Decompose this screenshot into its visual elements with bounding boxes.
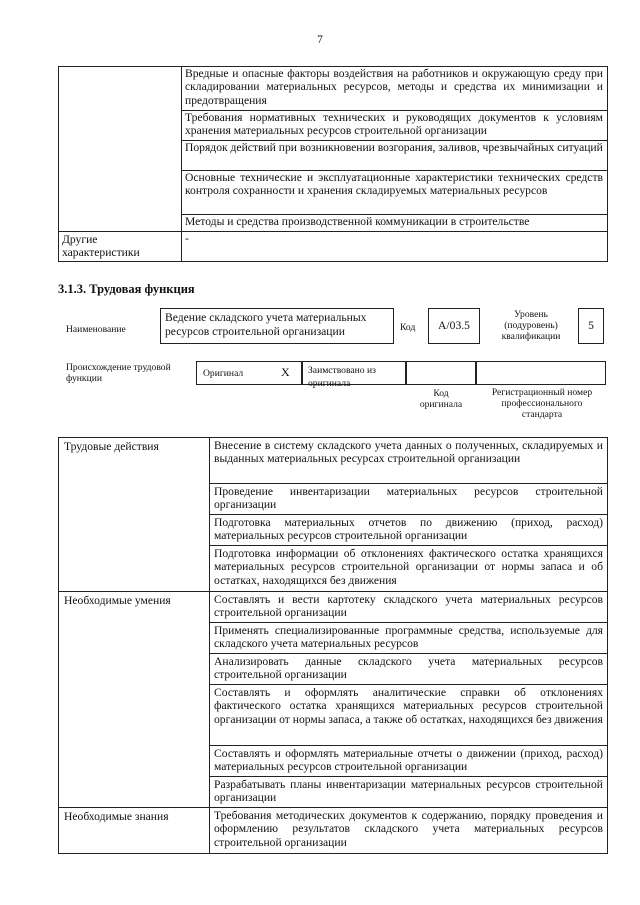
code-value-box: А/03.5 — [428, 308, 480, 344]
table-cell: Требования методических документов к содержанию, порядку проведения и оформлению результатов складского учета материальных ресурсов строительной организации — [210, 808, 608, 854]
function-name-box: Ведение складского учета материальных ресурсов строительной организации — [160, 308, 394, 344]
level-label: Уровень (подуровень) квалификации — [501, 309, 561, 342]
borrowed-box — [302, 361, 406, 390]
row-label-other-characteristics: Другие характеристики — [59, 232, 182, 262]
table-cell: Подготовка материальных отчетов по движению (приход, расход) материальных ресурсов строительной организации — [210, 515, 608, 546]
section-title: 3.1.3. Трудовая функция — [58, 282, 195, 296]
original-label: Оригинал — [203, 368, 244, 379]
reg-number-label: Регистрационный номер профессионального стандарта — [491, 387, 593, 420]
row-label-required-skills: Необходимые умения — [59, 592, 210, 808]
table-cell: Применять специализированные программные средства, используемые для складского учета материальных ресурсов — [210, 623, 608, 654]
original-mark: X — [281, 365, 290, 379]
knowledge-table-continuation — [58, 66, 608, 262]
table-row — [59, 67, 608, 111]
reg-number-box — [476, 361, 606, 385]
table-row — [59, 592, 608, 623]
table-cell: Анализировать данные складского учета материальных ресурсов строительной организации — [210, 654, 608, 685]
table-cell: Внесение в систему складского учета данных о полученных, складируемых и выданных материальных ресурсах строительной организации — [210, 438, 608, 484]
table-row — [59, 232, 608, 262]
name-label: Наименование — [66, 324, 126, 335]
table-row — [59, 808, 608, 854]
row-label-empty — [59, 67, 182, 232]
table-cell: Требования нормативных технических и руководящих документов к условиям хранения материальных ресурсов строительной организации — [182, 111, 608, 141]
table-cell: Подготовка информации об отклонениях фактического остатка хранящихся материальных ресурсов строительной организации от нормы запаса и об остатках, находящихся без движения — [210, 546, 608, 592]
table-cell: Методы и средства производственной коммуникации в строительстве — [182, 215, 608, 232]
table-cell: Разрабатывать планы инвентаризации материальных ресурсов строительной организации — [210, 777, 608, 808]
code-label: Код — [400, 322, 416, 333]
table-cell: Составлять и оформлять аналитические справки об отклонениях фактического остатка хранящихся материальных ресурсов строительной организации от нормы запаса, а также об остатках, находящихся без движения — [210, 685, 608, 746]
table-cell: - — [182, 232, 608, 262]
table-row — [59, 438, 608, 484]
table-cell: Вредные и опасные факторы воздействия на работников и окружающую среду при складировании материальных ресурсов, методы и средства их минимизации и предотвращения — [182, 67, 608, 111]
original-code-label: Код оригинала — [419, 388, 463, 410]
row-label-labor-actions: Трудовые действия — [59, 438, 210, 592]
original-code-box — [406, 361, 476, 385]
table-cell: Составлять и вести картотеку складского учета материальных ресурсов строительной организации — [210, 592, 608, 623]
page-number: 7 — [317, 34, 323, 46]
table-cell: Составлять и оформлять материальные отчеты о движении (приход, расход) материальных ресурсов строительной организации — [210, 746, 608, 777]
labor-function-table — [58, 437, 608, 854]
level-value-box: 5 — [578, 308, 604, 344]
origin-label: Происхождение трудовой функции — [66, 362, 171, 384]
original-box — [196, 361, 302, 385]
row-label-required-knowledge: Необходимые знания — [59, 808, 210, 854]
table-cell: Порядок действий при возникновении возгорания, заливов, чрезвычайных ситуаций — [182, 141, 608, 171]
table-cell: Проведение инвентаризации материальных ресурсов строительной организации — [210, 484, 608, 515]
borrowed-label: Заимствовано из оригинала — [308, 365, 376, 390]
table-cell: Основные технические и эксплуатационные характеристики технических средств контроля сохранности и хранения складируемых материальных ресурсов — [182, 171, 608, 215]
